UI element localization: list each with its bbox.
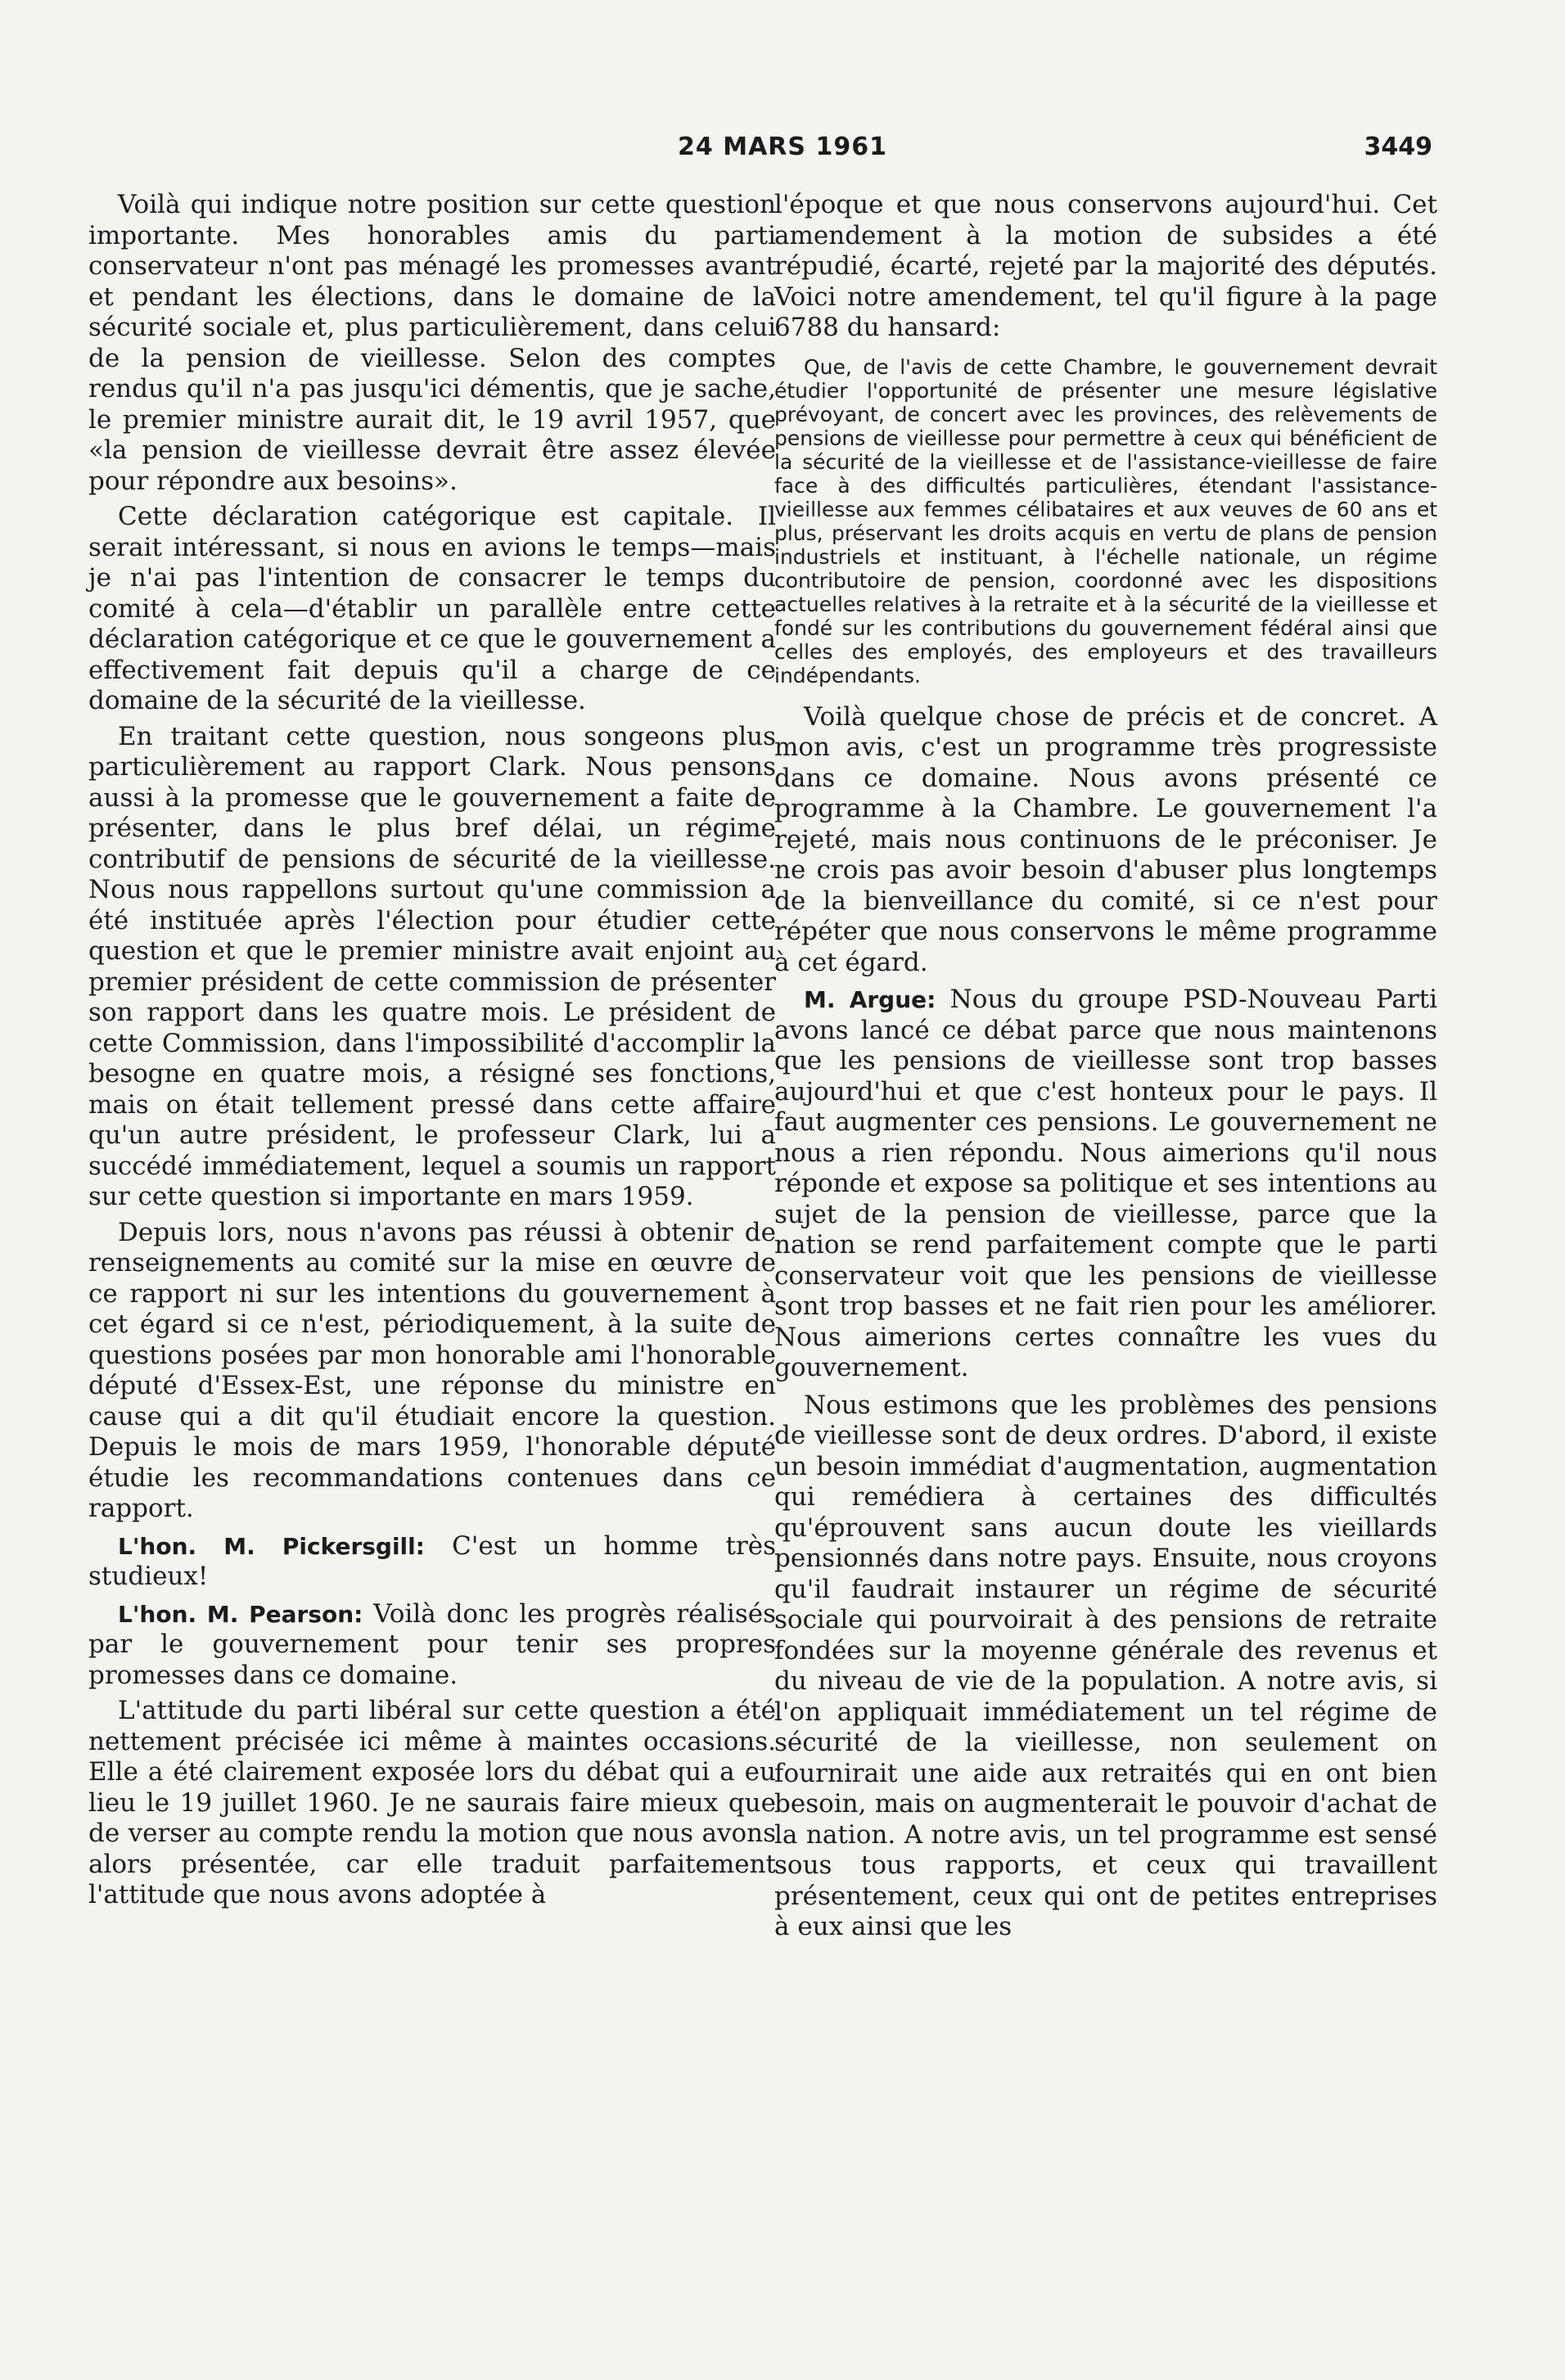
page-number: 3449 bbox=[1364, 133, 1432, 161]
speech-text: C'est un homme très studieux! bbox=[88, 1530, 776, 1591]
speech-text: Voilà donc les progrès réalisés par le gouvernement pour tenir ses propres promesses dans ce domaine. bbox=[88, 1598, 776, 1690]
right-column bbox=[774, 190, 1437, 1948]
paragraph: En traitant cette question, nous songeons plus particulièrement au rapport Clark. Nous pensons aussi à la promesse que le gouvernement a faite de présenter, dans le plus bref délai, un régime contributif de pensions de sécurité de la vieillesse. Nous nous rappellons surtout qu'une commission a été instituée après l'élection pour étudier cette question et que le premier ministre avait enjoint au premier président de cette commission de présenter son rapport dans les quatre mois. Le président de cette Commission, dans l'impossibilité d'accomplir la besogne en quatre mois, a résigné ses fonctions, mais on était tellement pressé dans cette affaire qu'un autre président, le professeur Clark, lui a succédé immédiatement, lequel a soumis un rapport sur cette question si importante en mars 1959. bbox=[88, 721, 776, 1211]
paragraph: Voilà qui indique notre position sur cette question importante. Mes honorables amis du parti conservateur n'ont pas ménagé les promesses avant et pendant les élections, dans le domaine de la sécurité sociale et, plus particulièrement, dans celui de la pension de vieillesse. Selon des comptes rendus qu'il n'a pas jusqu'ici démentis, que je sache, le premier ministre aurait dit, le 19 avril 1957, que «la pension de vieillesse devrait être assez élevée pour répondre aux besoins». bbox=[88, 190, 776, 496]
header-date: 24 MARS 1961 bbox=[678, 133, 887, 161]
speech-text: Nous du groupe PSD-Nouveau Parti avons lancé ce débat parce que nous maintenons que les pensions de vieillesse sont trop basses aujourd'hui et que c'est honteux pour le pays. Il faut augmenter ces pensions. Le gouvernement ne nous a rien répondu. Nous aimerions qu'il nous réponde et expose sa politique et ses intentions au sujet de la pension de vieillesse, parce que la nation se rend parfaitement compte que le parti conservateur voit que les pensions de vieillesse sont trop basses et ne fait rien pour les améliorer. Nous aimerions certes connaître les vues du gouvernement. bbox=[774, 985, 1438, 1382]
quoted-amendment: Que, de l'avis de cette Chambre, le gouvernement devrait étudier l'opportunité de présenter une mesure législative prévoyant, de concert avec les provinces, des relèvements de pensions de vieillesse pour permettre à ceux qui bénéficient de la sécurité de la vieillesse et de l'assistance-vieillesse de faire face à des difficultés particulières, étendant l'assistance-vieillesse aux femmes célibataires et aux veuves de 60 ans et plus, préservant les droits acquis en vertu de plans de pension industriels et instituant, à l'échelle nationale, un régime contributoire de pension, coordonné avec les dispositions actuelles relatives à la retraite et à la sécurité de la vieillesse et fondé sur les contributions du gouvernement fédéral ainsi que celles des employés, des employeurs et des travailleurs indépendants. bbox=[774, 354, 1437, 687]
paragraph: L'attitude du parti libéral sur cette question a été nettement précisée ici même à maintes occasions. Elle a été clairement exposée lors du débat qui a eu lieu le 19 juillet 1960. Je ne saurais faire mieux que de verser au compte rendu la motion que nous avons alors présentée, car elle traduit parfaitement l'attitude que nous avons adoptée à bbox=[88, 1696, 776, 1909]
speaker-name: M. Argue: bbox=[804, 986, 936, 1013]
speech-paragraph bbox=[774, 985, 1437, 1384]
left-column bbox=[88, 190, 776, 1916]
speaker-name: L'hon. M. Pickersgill: bbox=[118, 1532, 425, 1560]
speech-paragraph bbox=[88, 1599, 776, 1692]
paragraph: Depuis lors, nous n'avons pas réussi à obtenir de renseignements au comité sur la mise en œuvre de ce rapport ni sur les intentions du gouvernement à cet égard si ce n'est, périodiquement, à la suite de questions posées par mon honorable ami l'honorable député d'Essex-Est, une réponse du ministre en cause qui a dit qu'il étudiait encore la question. Depuis le mois de mars 1959, l'honorable député étudie les recommandations contenues dans ce rapport. bbox=[88, 1217, 776, 1523]
paragraph: Cette déclaration catégorique est capitale. Il serait intéressant, si nous en avions le temps—mais je n'ai pas l'intention de consacrer le temps du comité à cela—d'établir un parallèle entre cette déclaration catégorique et ce que le gouvernement a effectivement fait depuis qu'il a charge de ce domaine de la sécurité de la vieillesse. bbox=[88, 502, 776, 715]
speaker-name: L'hon. M. Pearson: bbox=[118, 1600, 363, 1628]
paragraph: l'époque et que nous conservons aujourd'hui. Cet amendement à la motion de subsides a été répudié, écarté, rejeté par la majorité des députés. Voici notre amendement, tel qu'il figure à la page 6788 du hansard: bbox=[774, 190, 1437, 342]
page-header bbox=[0, 133, 1565, 174]
paragraph: Nous estimons que les problèmes des pensions de vieillesse sont de deux ordres. D'abord, il existe un besoin immédiat d'augmentation, augmentation qui remédiera à certaines des difficultés qu'éprouvent sans aucun doute les vieillards pensionnés dans notre pays. Ensuite, nous croyons qu'il faudrait instaurer un régime de sécurité sociale qui pourvoirait à des pensions de retraite fondées sur la moyenne générale des revenus et du niveau de vie de la population. A notre avis, si l'on appliquait immédiatement un tel régime de sécurité de la vieillesse, non seulement on fournirait une aide aux retraités qui en ont bien besoin, mais on augmenterait le pouvoir d'achat de la nation. A notre avis, un tel programme est sensé sous tous rapports, et ceux qui travaillent présentement, ceux qui ont de petites entreprises à eux ainsi que les bbox=[774, 1390, 1437, 1941]
paragraph: Voilà quelque chose de précis et de concret. A mon avis, c'est un programme très progressiste dans ce domaine. Nous avons présenté ce programme à la Chambre. Le gouvernement l'a rejeté, mais nous continuons de le préconiser. Je ne crois pas avoir besoin d'abuser plus longtemps de la bienveillance du comité, si ce n'est pour répéter que nous conservons le même programme à cet égard. bbox=[774, 701, 1437, 977]
speech-paragraph bbox=[88, 1531, 776, 1593]
